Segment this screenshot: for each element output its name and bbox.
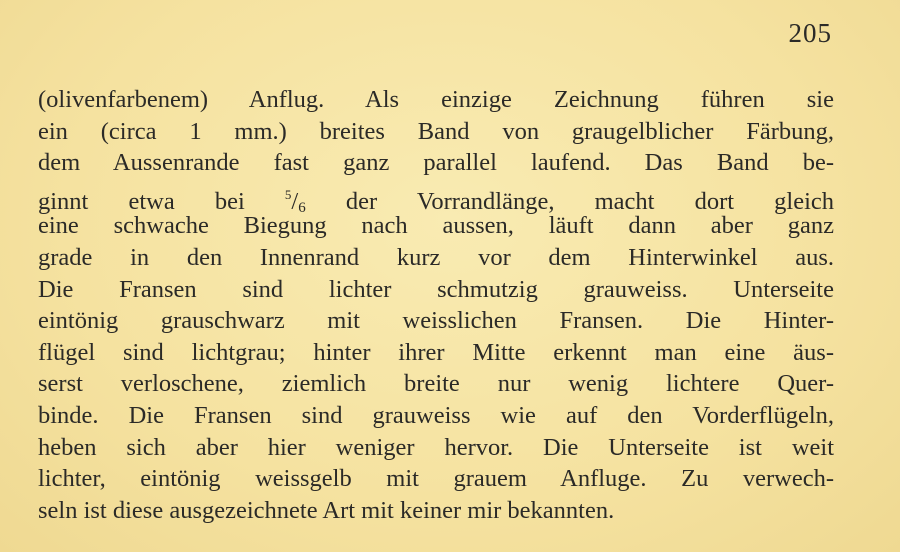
fraction-denominator: 6 [298,199,306,216]
fraction-slash: / [291,187,299,215]
text-line-12: heben sich aber hier weniger hervor. Die Unterseite ist weit [38,433,834,461]
text-line-7: Die Fransen sind lichter schmutzig grauweiss. Unterseite [38,275,834,303]
text-line-3: dem Aussenrande fast ganz parallel laufend. Das Band be- [38,149,834,177]
text-line-9: flügel sind lichtgrau; hinter ihrer Mitte erkennt man eine äus- [38,338,834,366]
text-line-4-end: der Vorrandlänge, macht dort gleich [345,187,835,215]
page-number: 205 [788,18,832,48]
text-line-4 [38,179,835,216]
text-line-11: binde. Die Fransen sind grauweiss wie auf den Vorderflügeln, [38,401,834,429]
fraction-numerator: 5 [284,186,292,202]
text-line-2: ein (circa 1 mm.) breites Band von graugelblicher Färbung, [38,117,834,145]
text-line-8: eintönig grauschwarz mit weisslichen Fransen. Die Hinter- [38,307,834,335]
text-line-4-start: ginnt etwa bei [38,187,245,215]
text-line-10: serst verloschene, ziemlich breite nur wenig lichtere Quer- [38,370,834,398]
body-text [38,84,834,526]
text-line-6: grade in den Innenrand kurz vor dem Hinterwinkel aus. [38,243,834,271]
text-line-13: lichter, eintönig weissgelb mit grauem Anfluge. Zu verwech- [38,465,834,493]
text-line-14: seln ist diese ausgezeichnete Art mit keiner mir bekannten. [38,496,615,524]
text-line-5: eine schwache Biegung nach aussen, läuft dann aber ganz [38,212,834,240]
text-line-1: (olivenfarbenem) Anflug. Als einzige Zeichnung führen sie [38,86,834,113]
